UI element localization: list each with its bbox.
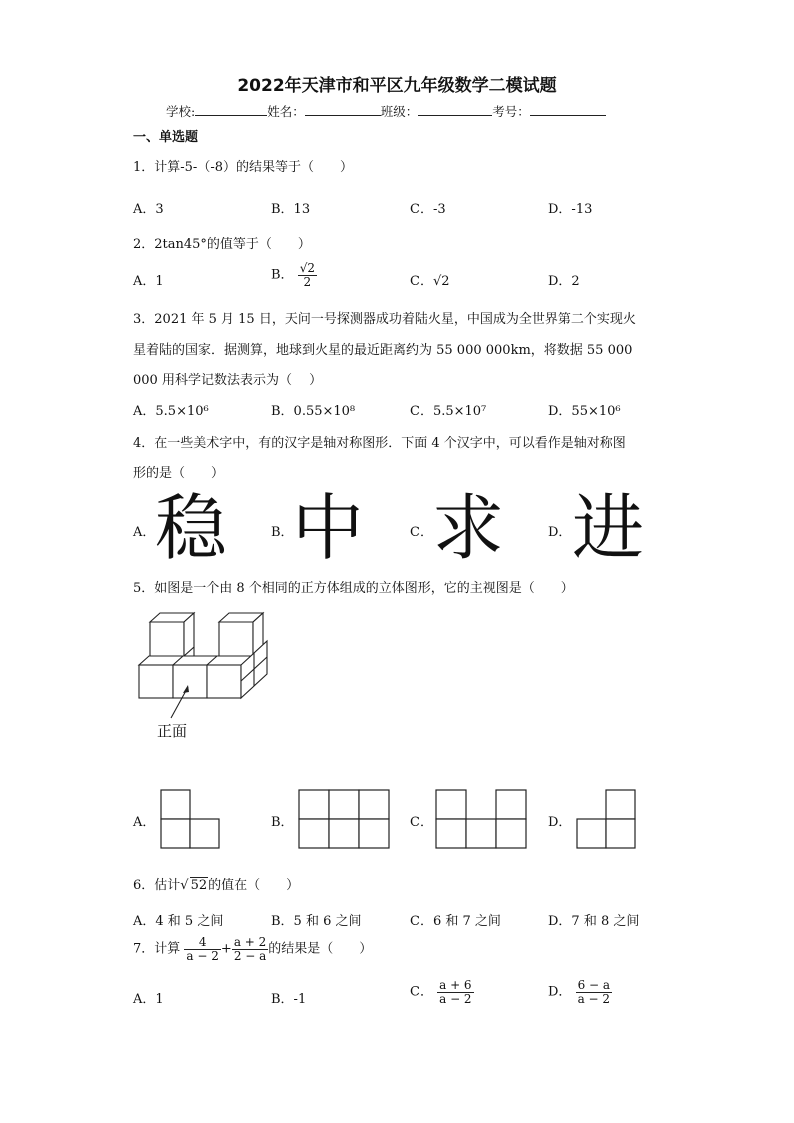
number-label: 考号： (492, 104, 530, 119)
q2-option-b-label: B． (271, 267, 294, 283)
front-cube (139, 665, 173, 698)
q7-fraction-1 (184, 936, 220, 962)
lower-top (139, 656, 257, 665)
q3-option-c[interactable]: C．5.5×10⁷ (410, 404, 487, 419)
school-label: 学校: (166, 104, 196, 119)
page-title: 2022年天津市和平区九年级数学二模试题 (237, 76, 557, 96)
q5-option-c-view (435, 789, 529, 851)
question-3-line-2: 星着陆的国家．据测算，地球到火星的最近距离约为 55 000 000km，将数据 55 000 (133, 343, 633, 358)
q7-option-d[interactable] (548, 979, 612, 1005)
question-4-line-2: 形的是（ ） (133, 466, 225, 481)
q7-option-d-label: D． (548, 984, 572, 1000)
q4-option-d-label[interactable]: D． (548, 525, 572, 540)
q4-option-b-character: 中 (292, 486, 365, 570)
q5-option-a-label[interactable]: A． (133, 815, 156, 830)
cube-face (150, 622, 184, 656)
name-label: 姓名： (267, 104, 305, 119)
student-info-line (166, 102, 606, 120)
q2-option-a[interactable]: A．1 (133, 274, 164, 289)
q5-option-b-view (298, 789, 392, 851)
q6-stem-suffix: 的值在（ ） (208, 878, 300, 893)
q3-option-b[interactable]: B．0.55×10⁸ (271, 404, 356, 419)
q5-solid-figure (133, 605, 283, 745)
q2-option-c-value: √2 (432, 274, 450, 289)
fraction-numerator: a + 2 (233, 935, 267, 949)
question-2-stem: 2．2tan45°的值等于（ ） (133, 237, 311, 252)
fraction-denominator: a − 2 (439, 991, 472, 1006)
fraction-numerator: 6 − a (577, 978, 611, 992)
fraction-numerator: a + 6 (439, 978, 472, 992)
fraction-denominator: 2 (303, 274, 312, 289)
q3-option-d[interactable]: D．55×10⁶ (548, 404, 621, 419)
q6-option-d[interactable]: D．7 和 8 之间 (548, 914, 640, 929)
question-5-stem: 5．如图是一个由 8 个相同的正方体组成的立体图形，它的主视图是（ ） (133, 581, 574, 596)
question-7-stem (133, 936, 372, 962)
question-3-line-3: 000 用科学记数法表示为（ ） (133, 373, 323, 388)
q6-stem-prefix: 6．估计 (133, 878, 181, 893)
question-3-line-1: 3．2021 年 5 月 15 日，天问一号探测器成功着陆火星，中国成为全世界第二个实现火 (133, 312, 636, 327)
front-cube (173, 665, 207, 698)
q7-stem-suffix: 的结果是（ ） (268, 941, 373, 957)
q5-option-b-label[interactable]: B． (271, 815, 294, 830)
fraction-denominator: a − 2 (577, 991, 611, 1006)
q4-option-d-character: 进 (572, 486, 645, 570)
q7-option-c[interactable] (410, 979, 474, 1005)
q5-option-a-view (160, 789, 222, 851)
class-blank[interactable] (418, 103, 492, 116)
q4-option-c-character: 求 (432, 486, 505, 570)
q7-option-c-label: C． (410, 984, 433, 1000)
q5-front-label: 正面 (157, 722, 188, 740)
fraction-denominator: a − 2 (186, 948, 219, 963)
q4-option-b-label[interactable]: B． (271, 525, 294, 540)
q5-option-c-label[interactable]: C． (410, 815, 433, 830)
q7-option-d-fraction (576, 979, 612, 1005)
q6-radicand: 52 (190, 878, 208, 893)
q4-option-c-label[interactable]: C． (410, 525, 433, 540)
q5-option-d-view (576, 789, 638, 851)
q7-option-b[interactable]: B．-1 (271, 992, 307, 1007)
number-blank[interactable] (530, 103, 606, 116)
q1-option-a[interactable]: A．3 (133, 202, 164, 217)
q2-option-c-label: C． (410, 274, 433, 289)
fraction-denominator: 2 − a (233, 948, 267, 963)
cube-face (219, 622, 253, 656)
q1-option-b[interactable]: B．13 (271, 202, 311, 217)
radical-sign-icon: √ (180, 878, 189, 893)
question-1-stem: 1．计算-5-（-8）的结果等于（ ） (133, 160, 353, 175)
plus-sign: + (220, 941, 232, 957)
q6-option-a[interactable]: A．4 和 5 之间 (133, 914, 224, 929)
q3-option-a[interactable]: A．5.5×10⁶ (133, 404, 209, 419)
fraction-numerator: √2 (299, 261, 315, 275)
q1-option-c[interactable]: C．-3 (410, 202, 446, 217)
q7-stem-prefix: 7．计算 (133, 941, 181, 957)
q4-option-a-label[interactable]: A． (133, 525, 156, 540)
name-blank[interactable] (305, 103, 381, 116)
q7-option-c-fraction (437, 979, 473, 1005)
question-6-stem (133, 874, 299, 893)
q6-option-b[interactable]: B．5 和 6 之间 (271, 914, 362, 929)
q7-option-a[interactable]: A．1 (133, 992, 164, 1007)
school-blank[interactable] (195, 103, 267, 116)
fraction-numerator: 4 (184, 936, 220, 950)
q4-option-a-character: 稳 (155, 486, 228, 570)
q2-option-d[interactable]: D．2 (548, 274, 580, 289)
class-label: 班级： (380, 104, 419, 119)
section-heading: 一、单选题 (133, 130, 199, 145)
front-cube (207, 665, 241, 698)
q2-option-b[interactable] (271, 262, 317, 288)
q1-option-d[interactable]: D．-13 (548, 202, 593, 217)
q2-option-c[interactable] (410, 270, 450, 289)
q7-fraction-2 (232, 936, 268, 962)
q2-option-b-fraction (298, 262, 317, 288)
q5-option-d-label[interactable]: D． (548, 815, 572, 830)
q6-option-c[interactable]: C．6 和 7 之间 (410, 914, 501, 929)
question-4-line-1: 4．在一些美术字中，有的汉字是轴对称图形．下面 4 个汉字中，可以看作是轴对称图 (133, 436, 626, 451)
